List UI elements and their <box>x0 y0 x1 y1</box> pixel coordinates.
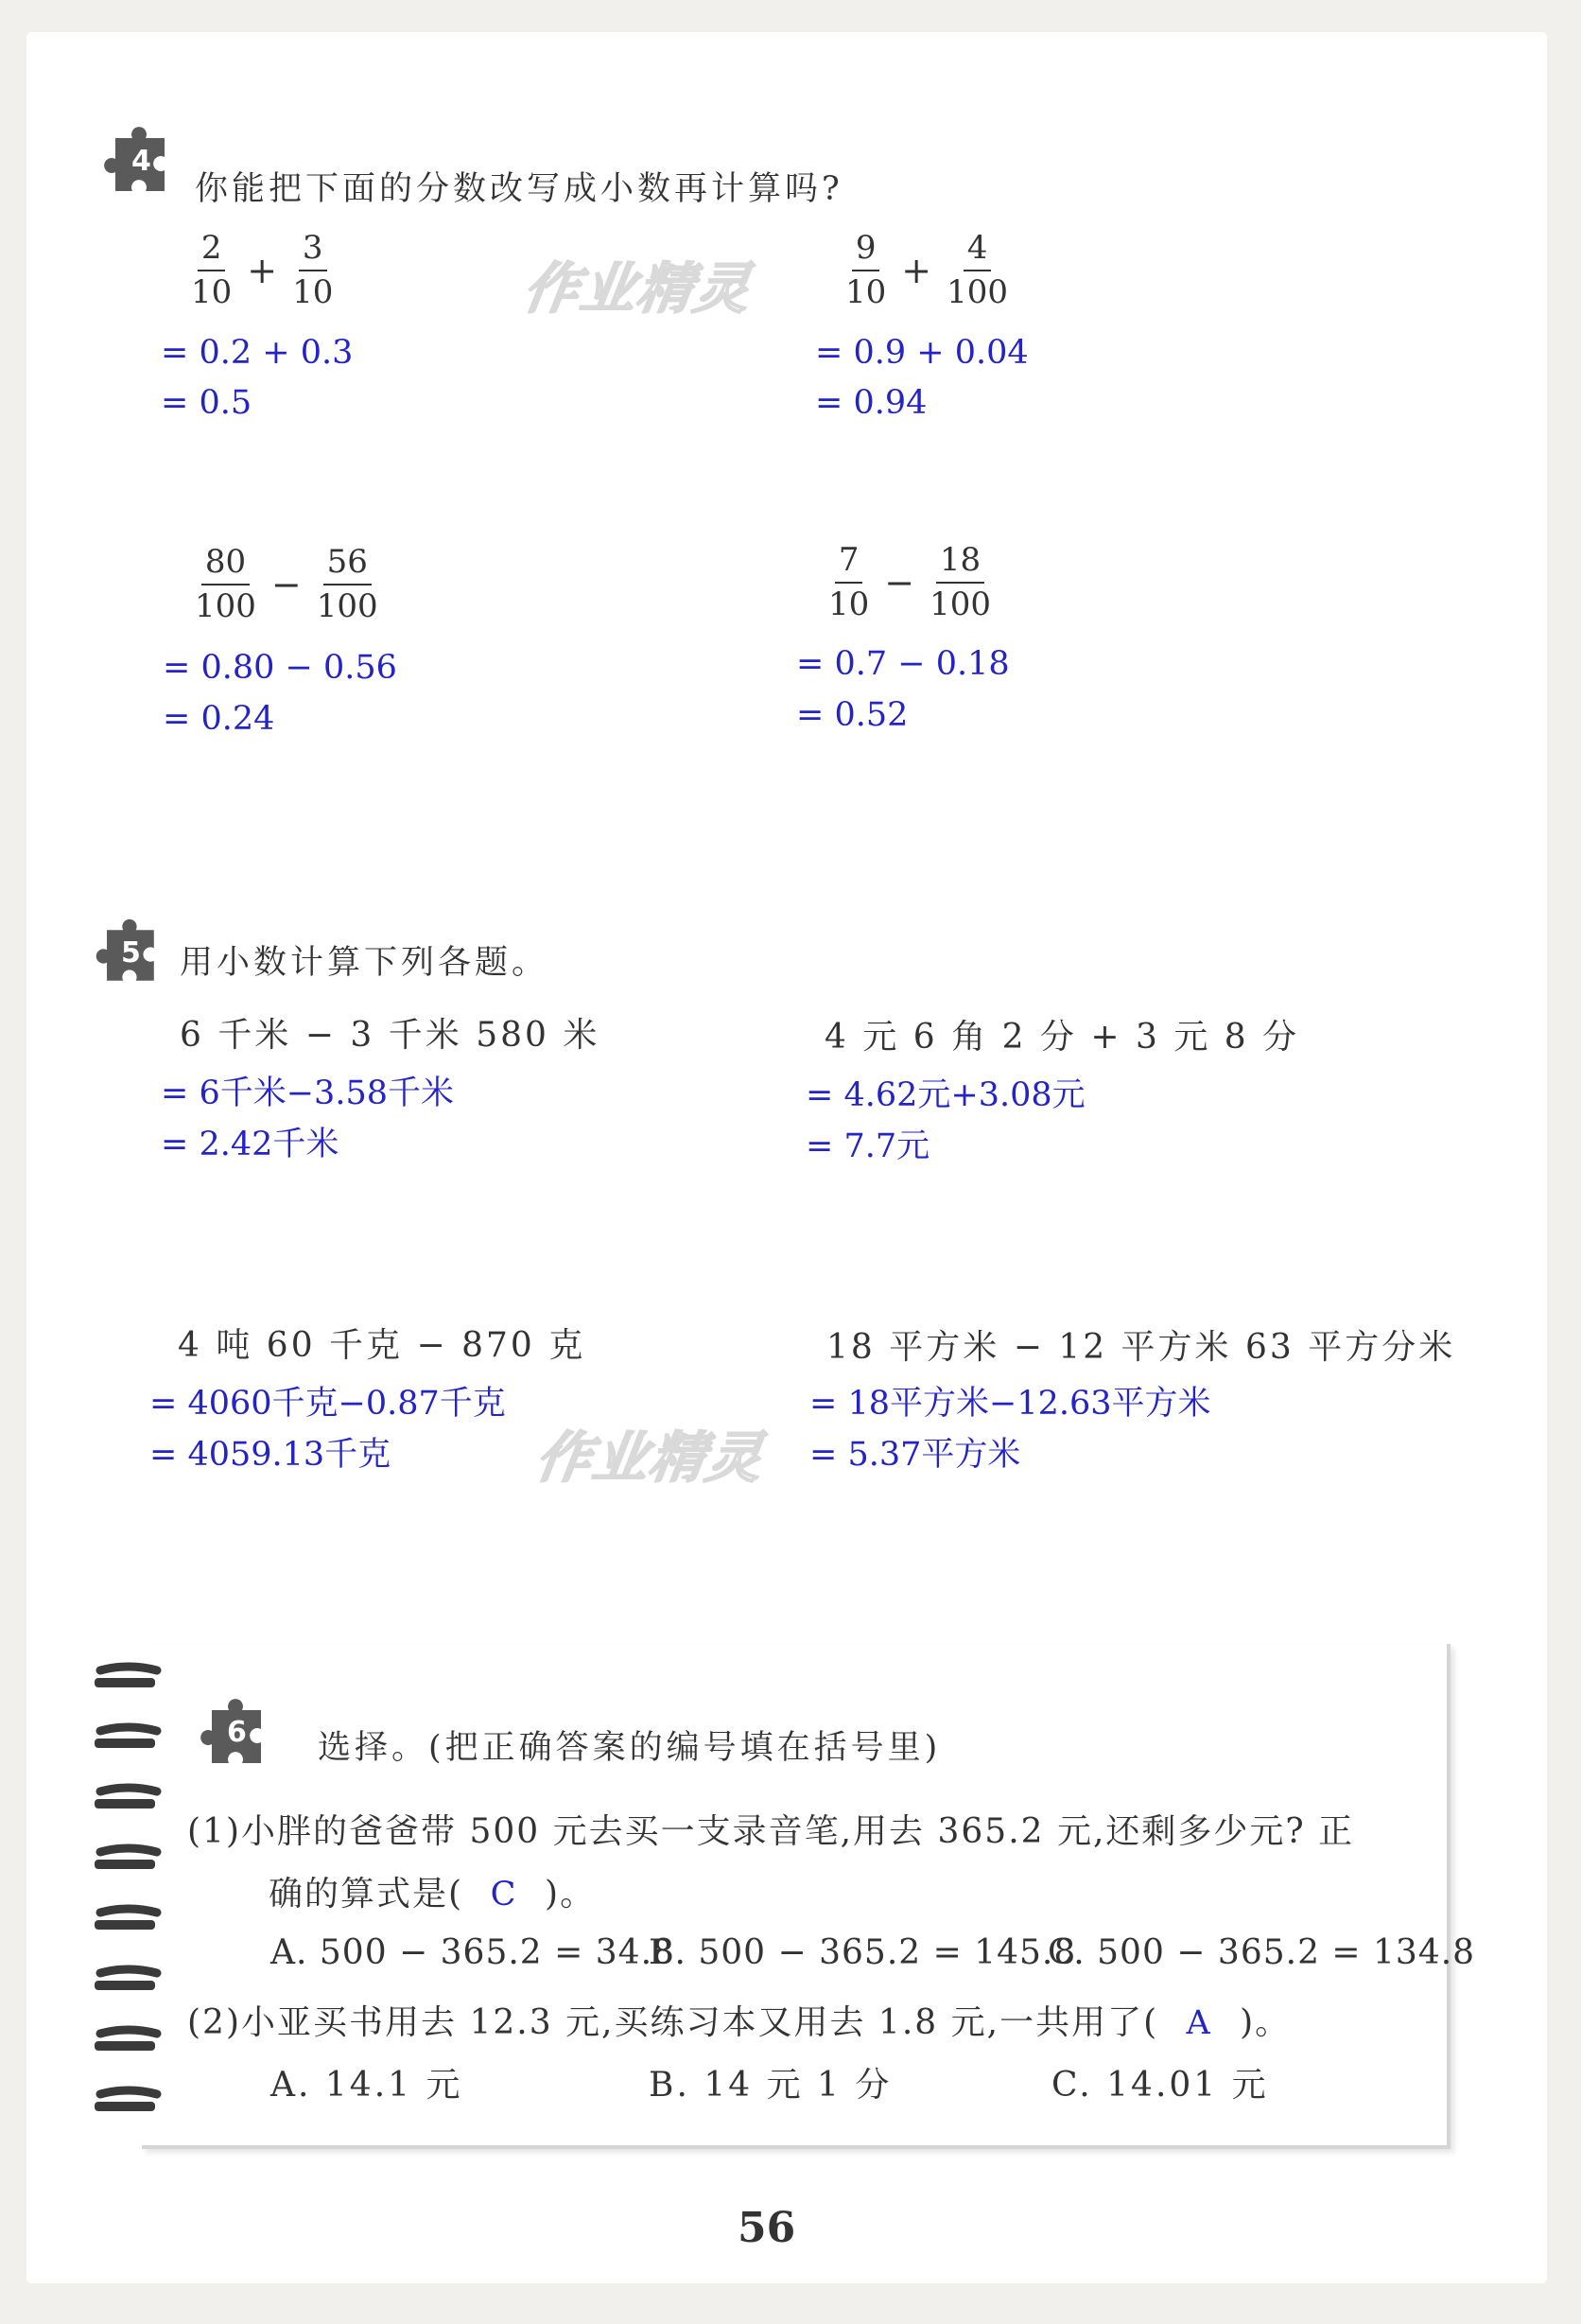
fraction-problem-1 <box>187 231 337 309</box>
answer-line: = 0.24 <box>163 700 275 738</box>
fraction: $\frac{56}{100}$ <box>316 543 378 625</box>
option-c: C. 14.01 元 <box>1051 2066 1269 2105</box>
section-6-title: 选择。(把正确答案的编号填在括号里) <box>318 1729 942 1767</box>
fraction: $\frac{7}{10}$ <box>828 541 870 623</box>
operator: + <box>901 249 932 291</box>
answer-line: = 0.52 <box>796 696 909 734</box>
option-a: A. 500 − 365.2 = 34.8 <box>270 1933 675 1972</box>
fraction-problem-2 <box>842 231 1012 309</box>
fraction: $\frac{3}{10}$ <box>292 229 334 311</box>
answer-choice: A <box>1186 2004 1212 2042</box>
answer-line: = 0.80 − 0.56 <box>163 649 397 687</box>
watermark: 作业精灵 <box>531 1425 769 1490</box>
answer-line: = 0.2 + 0.3 <box>161 334 354 372</box>
watermark: 作业精灵 <box>519 256 756 321</box>
section-4-number: 4 <box>131 145 151 178</box>
fraction: $\frac{4}{100}$ <box>947 229 1009 311</box>
fraction-problem-3 <box>191 545 382 623</box>
section-6-number: 6 <box>227 1716 247 1749</box>
option-b: B. 500 − 365.2 = 145.8 <box>649 1933 1077 1972</box>
operator: − <box>270 563 302 605</box>
option-a: A. 14.1 元 <box>270 2066 463 2105</box>
operator: + <box>247 249 278 291</box>
unit-problem-2: 4 元 6 角 2 分 + 3 元 8 分 <box>825 1018 1300 1057</box>
section-5-title: 用小数计算下列各题。 <box>180 944 549 982</box>
answer-line: = 0.7 − 0.18 <box>796 645 1010 683</box>
answer-line: = 2.42千米 <box>161 1126 339 1163</box>
option-b: B. 14 元 1 分 <box>649 2066 893 2105</box>
fraction: $\frac{80}{100}$ <box>195 543 256 625</box>
answer-line: = 0.94 <box>815 384 928 422</box>
answer-line: = 4059.13千克 <box>149 1436 391 1474</box>
fraction-problem-4 <box>825 543 995 621</box>
page-number: 56 <box>738 2204 796 2252</box>
answer-line: = 7.7元 <box>806 1127 930 1165</box>
section-5-number: 5 <box>121 936 141 970</box>
operator: − <box>884 561 915 603</box>
answer-line: = 18平方米−12.63平方米 <box>809 1385 1211 1423</box>
unit-problem-1: 6 千米 − 3 千米 580 米 <box>180 1016 600 1055</box>
section-4-title: 你能把下面的分数改写成小数再计算吗? <box>195 170 843 208</box>
fraction: $\frac{2}{10}$ <box>191 229 233 311</box>
choice-question-1-line2: 确的算式是( C )。 <box>269 1875 597 1913</box>
answer-line: = 4060千克−0.87千克 <box>149 1385 506 1423</box>
choice-question-2: (2)小亚买书用去 12.3 元,买练习本又用去 1.8 元,一共用了( A )。 <box>187 2003 1292 2042</box>
answer-line: = 5.37平方米 <box>809 1436 1021 1474</box>
spiral-binding-icon <box>91 1657 176 2149</box>
answer-line: = 0.9 + 0.04 <box>815 334 1029 372</box>
unit-problem-4: 18 平方米 − 12 平方米 63 平方分米 <box>826 1328 1456 1367</box>
choice-question-1: (1)小胖的爸爸带 500 元去买一支录音笔,用去 365.2 元,还剩多少元? 正 <box>187 1812 1355 1851</box>
fraction: $\frac{9}{10}$ <box>845 229 887 311</box>
fraction: $\frac{18}{100}$ <box>929 541 992 623</box>
answer-line: = 6千米−3.58千米 <box>161 1075 454 1112</box>
option-c: C. 500 − 365.2 = 134.8 <box>1048 1933 1476 1972</box>
unit-problem-3: 4 吨 60 千克 − 870 克 <box>178 1326 586 1365</box>
answer-choice: C <box>490 1876 518 1913</box>
answer-line: = 4.62元+3.08元 <box>806 1076 1086 1114</box>
answer-line: = 0.5 <box>161 384 252 422</box>
